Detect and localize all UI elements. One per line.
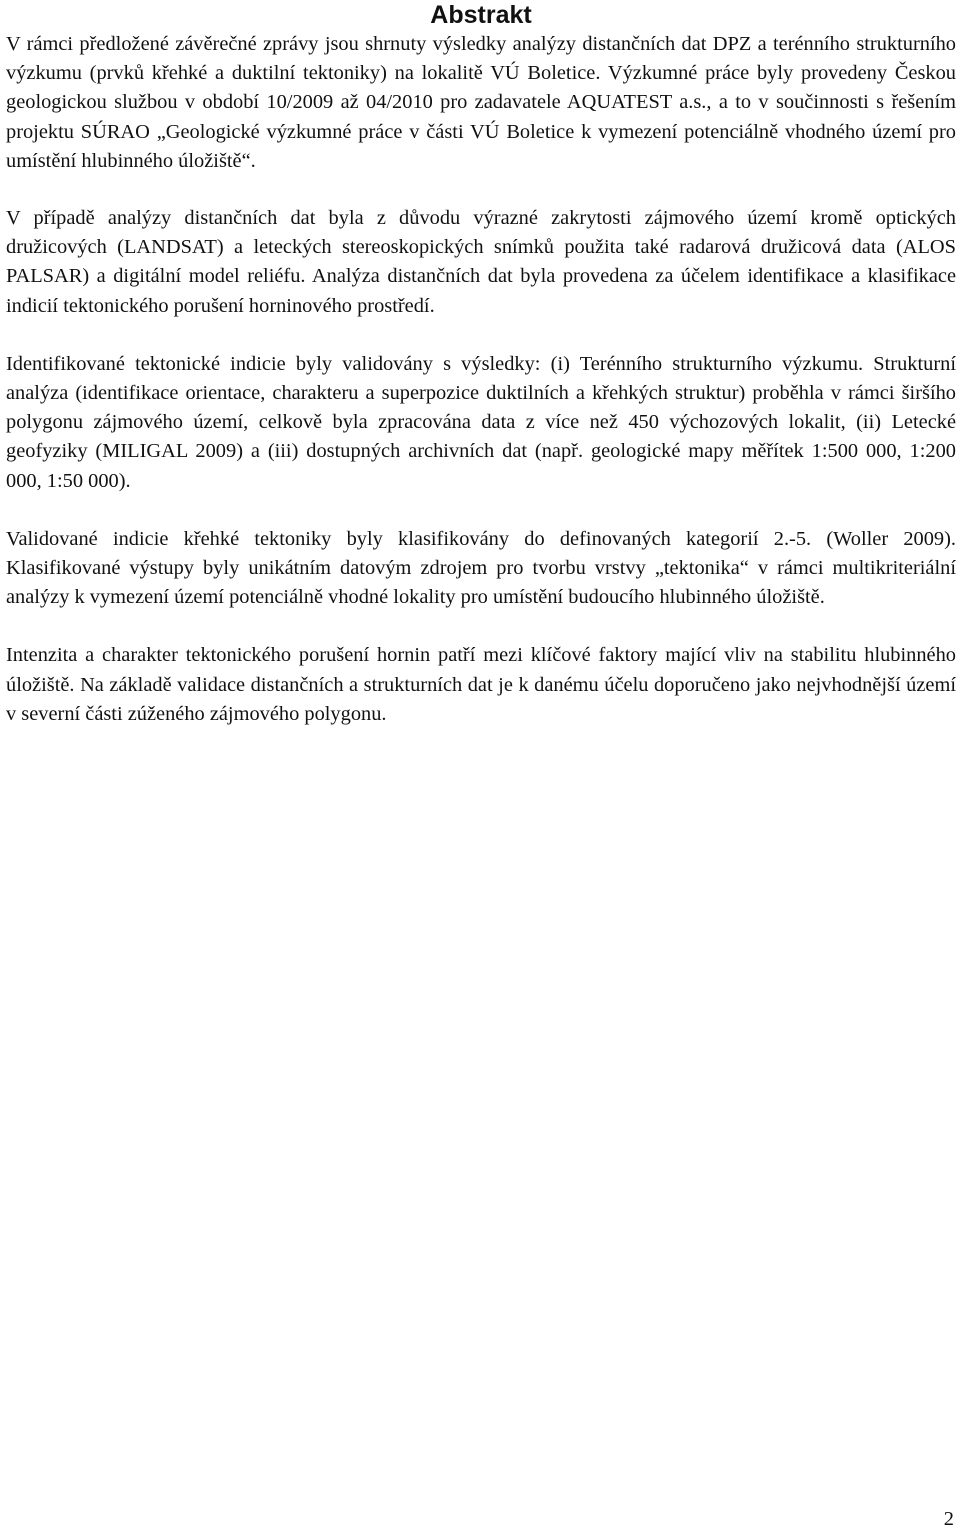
page-number: 2 [943, 1508, 954, 1530]
abstract-paragraph-5: Intenzita a charakter tektonického porušení hornin patří mezi klíčové faktory mající vliv na stabilitu hlubinného úložiště. Na základě validace distančních a strukturních dat je k danému účelu doporučeno jako nejvhodnější území v severní části zúženého zájmového polygonu. [6, 644, 956, 725]
abstract-paragraph-2: V případě analýzy distančních dat byla z důvodu výrazné zakrytosti zájmového území kromě optických družicových (LANDSAT) a leteckých stereoskopických snímků použita také radarová družicová data (ALOS PALSAR) a digitální model reliéfu. Analýza distančních dat byla provedena za účelem identifikace a klasifikace indicií tektonického porušení horninového prostředí. [6, 207, 956, 317]
abstract-paragraph-1: V rámci předložené závěrečné zprávy jsou shrnuty výsledky analýzy distančních dat DPZ a terénního strukturního výzkumu (prvků křehké a duktilní tektoniky) na lokalitě VÚ Boletice. Výzkumné práce byly provedeny Českou geologickou službou v období 10/2009 až 04/2010 pro zadavatele AQUATEST a.s., a to v součinnosti s řešením projektu SÚRAO „Geologické výzkumné práce v části VÚ Boletice k vymezení potenciálně vhodného území pro umístění hlubinného úložiště“. [6, 33, 956, 172]
abstract-paragraph-3: Identifikované tektonické indicie byly validovány s výsledky: (i) Terénního strukturního výzkumu. Strukturní analýza (identifikace orientace, charakteru a superpozice duktilních a křehkých struktur) proběhla v rámci širšího polygonu zájmového území, celkově byla zpracována data z více než 450 výchozových lokalit, (ii) Letecké geofyziky (MILIGAL 2009) a (iii) dostupných archivních dat (např. geologické mapy měřítek 1:500 000, 1:200 000, 1:50 000). [6, 352, 956, 492]
document-page [6, 0, 956, 758]
abstract-heading: Abstrakt [430, 1, 532, 29]
abstract-paragraph-4: Validované indicie křehké tektoniky byly klasifikovány do definovaných kategorií 2.-5. (Woller 2009). Klasifikované výstupy byly unikátním datovým zdrojem pro tvorbu vrstvy „tektonika“ v rámci multikriteriální analýzy k vymezení území potenciálně vhodné lokality pro umístění budoucího hlubinného úložiště. [6, 527, 956, 609]
